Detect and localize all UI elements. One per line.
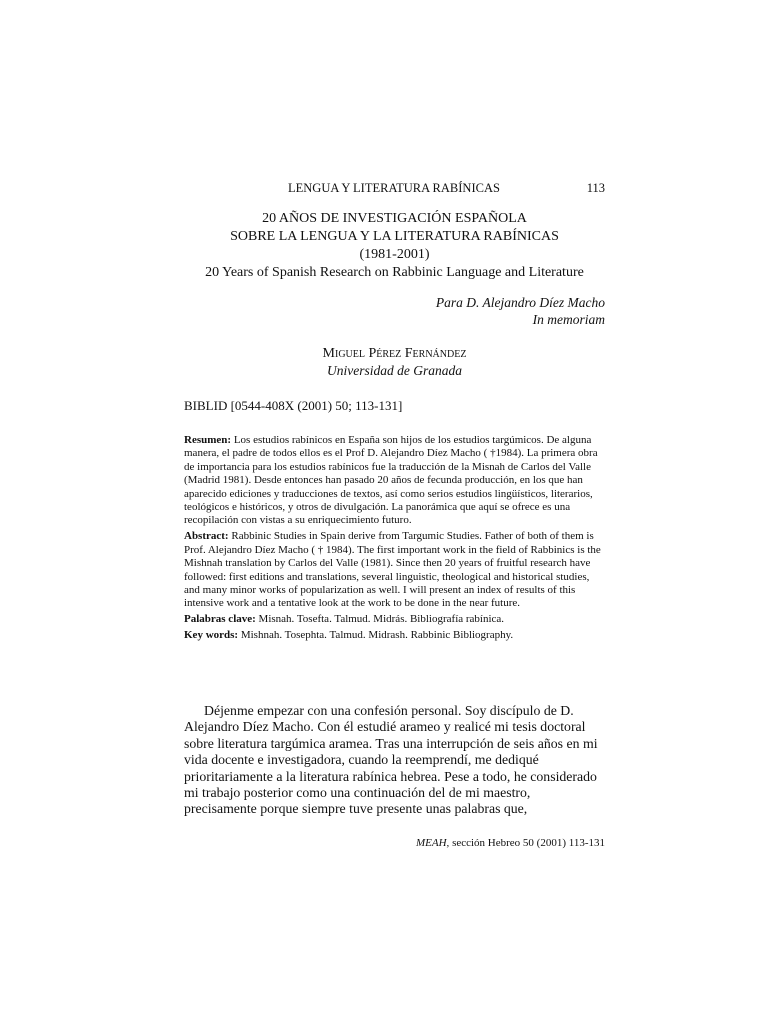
key-words-label: Key words:	[184, 629, 239, 642]
running-head-title: LENGUA Y LITERATURA RABÍNICAS	[288, 181, 500, 195]
footer-citation	[416, 837, 605, 849]
article-title	[184, 210, 605, 282]
title-years: (1981-2001)	[359, 247, 430, 262]
dedication	[436, 294, 605, 328]
footer-journal: MEAH,	[416, 837, 450, 849]
author-name: Miguel Pérez Fernández	[322, 346, 467, 361]
footer-details: sección Hebreo 50 (2001) 113-131	[449, 837, 605, 849]
dedication-line-1: Para D. Alejandro Díez Macho	[435, 295, 605, 310]
abstract-paragraph	[184, 530, 605, 610]
journal-page	[184, 0, 605, 1024]
dedication-line-2: In memoriam	[532, 312, 605, 327]
biblid: BIBLID [0544-408X (2001) 50; 113-131]	[184, 398, 403, 413]
title-english: 20 Years of Spanish Research on Rabbinic Language and Literature	[205, 265, 584, 280]
title-line-2: SOBRE LA LENGUA Y LA LITERATURA RABÍNICAS	[230, 229, 559, 244]
page-number: 113	[586, 181, 605, 195]
palabras-clave-label: Palabras clave:	[184, 613, 256, 626]
palabras-clave-text: Misnah. Tosefta. Talmud. Midrás. Bibliografía rabínica.	[255, 613, 505, 626]
body-paragraph: Déjenme empezar con una confesión personal. Soy discípulo de D. Alejandro Díez Macho. Con él estudié arameo y realicé mi tesis doctoral sobre literatura targúmica aramea. Tras una interrupción de seis años en mi vida docente e investigadora, cuando la reemprendí, me dediqué prioritariamente a la literatura rabínica hebrea. Pese a todo, he considerado mi trabajo posterior como una continuación del de mi maestro, precisamente porque siempre tuve presente unas palabras que,	[184, 703, 598, 817]
palabras-clave-paragraph	[184, 613, 605, 626]
resumen-label: Resumen:	[184, 434, 232, 446]
key-words-paragraph	[184, 629, 605, 642]
abstract-label: Abstract:	[184, 530, 229, 543]
abstracts	[184, 434, 605, 645]
title-line-1: 20 AÑOS DE INVESTIGACIÓN ESPAÑOLA	[262, 211, 527, 226]
author-block	[184, 345, 605, 379]
resumen-paragraph	[184, 434, 605, 528]
abstract-text: Rabbinic Studies in Spain derive from Targumic Studies. Father of both of them is Prof. Alejandro Díez Macho ( † 1984). The first important work in the field of Rabbinics is the Mishnah translation by Carlos del Valle (1981). Since then 20 years of fruitful research have followed: first editions and translations, several linguistic, theological and historical studies, and many minor works of popularization as well. I will present an index of results of this intensive work and a tentative look at the work to be done in the near future.	[184, 530, 601, 610]
author-affiliation: Universidad de Granada	[327, 363, 462, 378]
resumen-text: Los estudios rabínicos en España son hijos de los estudios targúmicos. De alguna manera, el padre de todos ellos es el Prof D. Alejandro Díez Macho ( †1984). La primera obra de importancia para los estudios rabínicos fue la traducción de la Misnah de Carlos del Valle (Madrid 1981). Desde entonces han pasado 20 años de fecunda producción, en los que han aparecido ediciones y traducciones de textos, así como serios estudios lingüísticos, literarios, teológicos e históricos, y otros de divulgación. La panorámica que aquí se ofrece es una recopilación con vistas a su enriquecimiento futuro.	[184, 434, 598, 527]
key-words-text: Mishnah. Tosephta. Talmud. Midrash. Rabbinic Bibliography.	[238, 629, 514, 642]
